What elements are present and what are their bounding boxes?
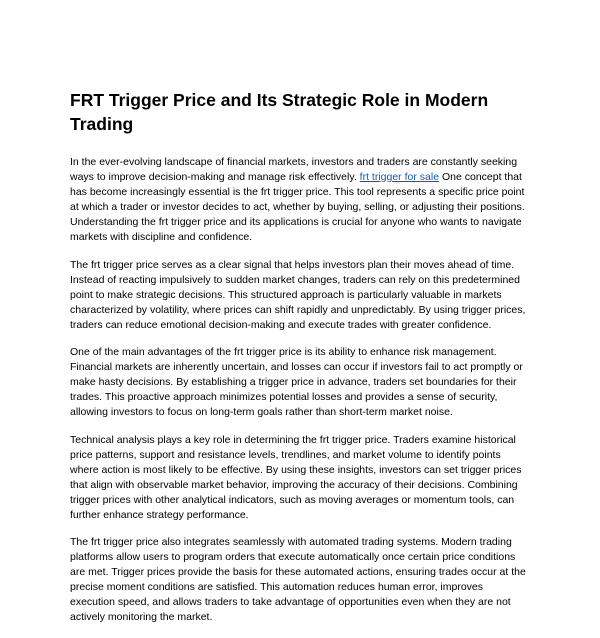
body-paragraph-technical-analysis: Technical analysis plays a key role in determining the frt trigger price. Traders examine historical price patterns, support and resistance levels, trendlines, and market volume to identify points where action is most likely to be effective. By using these insights, investors can set trigger prices that align with observable market behavior, improving the accuracy of their decisions. Combining trigger prices with other analytical indicators, such as moving averages or momentum tools, can further enhance strategy performance. — [70, 433, 522, 521]
article-body — [70, 88, 530, 638]
body-paragraph-risk-management: One of the main advantages of the frt trigger price is its ability to enhance risk management. Financial markets are inherently uncertain, and losses can occur if investors fail to act promptly or make hasty decisions. By establishing a trigger price in advance, traders set boundaries for their trades. This proactive approach minimizes potential losses and provides a sense of security, allowing investors to focus on long-term goals rather than short-term market noise. — [70, 346, 523, 418]
body-paragraph-automation: The frt trigger price also integrates seamlessly with automated trading systems. Modern trading platforms allow users to program orders that execute automatically once certain price conditions are met. Trigger prices provide the basis for these automated actions, ensuring trades occur at the precise moment conditions are satisfied. This automation reduces human error, improves execution speed, and allows traders to take advantage of opportunities even when they are not actively monitoring the market. — [70, 536, 526, 623]
intro-paragraph — [70, 155, 530, 245]
article-title: FRT Trigger Price and Its Strategic Role in Modern Trading — [70, 90, 489, 134]
frt-trigger-for-sale-link[interactable]: frt trigger for sale — [359, 171, 440, 183]
intro-text-before-link: In the ever-evolving landscape of financial markets, investors and traders are constantly seeking ways to improve decision-making and manage risk effectively. — [70, 156, 518, 183]
body-paragraph-signal: The frt trigger price serves as a clear signal that helps investors plan their moves ahead of time. Instead of reacting impulsively to sudden market changes, traders can rely on this predetermined point to make strategic decisions. This structured approach is particularly valuable in markets characterized by volatility, where prices can shift rapidly and unpredictably. By using trigger prices, traders can reduce emotional decision-making and execute trades with greater confidence. — [70, 258, 526, 331]
intro-text-after-link: One concept that has become increasingly essential is the frt trigger price. This tool represents a specific price point at which a trader or investor decides to act, whether by buying, selling, or adjusting their positions. Understanding the frt trigger price and its applications is crucial for anyone who wants to navigate markets with discipline and confidence. — [70, 171, 525, 243]
